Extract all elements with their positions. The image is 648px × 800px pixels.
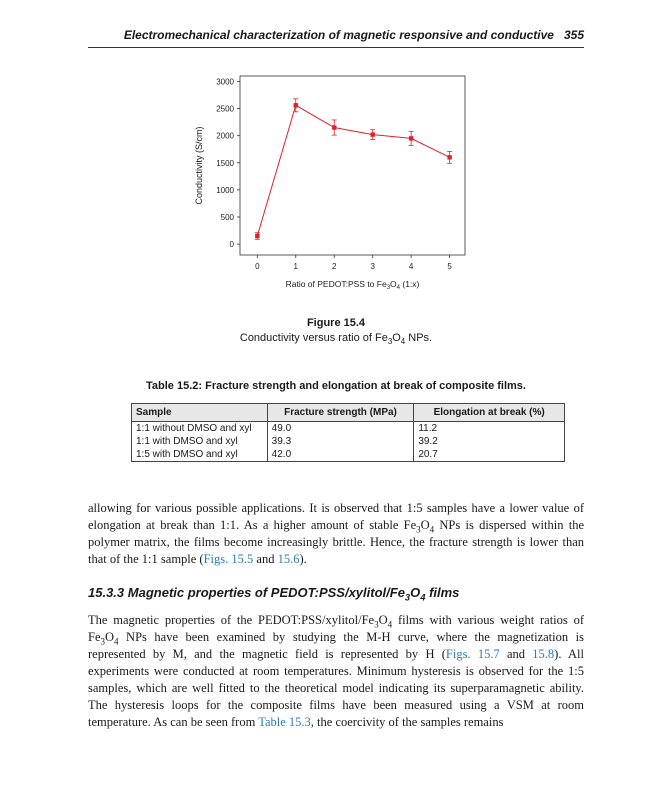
cell-elongation: 11.2: [414, 422, 565, 436]
y-tick-label: 500: [220, 213, 234, 223]
table-row: [132, 422, 565, 436]
x-axis-label: [286, 279, 420, 291]
y-tick-label: 2500: [216, 104, 234, 114]
cell-sample: 1:1 with DMSO and xyl: [132, 435, 268, 448]
figure-caption-text: Conductivity versus ratio of $Fe_3O_4$ NPs.: [239, 332, 433, 347]
link-table-15-3[interactable]: Table 15.3: [258, 715, 311, 729]
x-axis-label-mid: O: [390, 279, 397, 289]
link-fig-15-7[interactable]: Figs. 15.7: [445, 647, 500, 661]
data-point: [409, 136, 413, 140]
y-tick-label: 1000: [216, 185, 234, 195]
link-fig-15-6[interactable]: 15.6: [277, 552, 300, 566]
y-tick-label: 1500: [216, 158, 234, 168]
data-point: [370, 132, 374, 136]
figure-label: Figure 15.4: [306, 317, 366, 329]
header-fracture-strength: Fracture strength (MPa): [267, 404, 414, 422]
fracture-strength-table: [131, 403, 565, 462]
header-rule: [88, 47, 584, 48]
data-point: [294, 103, 298, 107]
x-axis-label-suffix: (1:x): [400, 279, 420, 289]
y-tick-label: 2000: [216, 131, 234, 141]
data-point: [447, 155, 451, 159]
table-caption: Table 15.2: Fracture strength and elongation at break of composite films.: [146, 380, 526, 392]
x-tick-label: 5: [447, 262, 452, 271]
x-tick-label: 1: [293, 262, 298, 271]
x-tick-label: 3: [370, 262, 375, 271]
conductivity-chart: [180, 70, 480, 310]
plot-frame: [240, 76, 465, 255]
data-point: [255, 234, 259, 238]
section-heading: 15.3.3 Magnetic properties of $PEDOT:PSS/xylitol/Fe_3O_4$ films: [88, 585, 460, 603]
series-line: [257, 105, 449, 236]
cell-elongation: 39.2: [414, 435, 565, 448]
header-sample: Sample: [132, 404, 268, 422]
running-title: Electromechanical characterization of magnetic responsive and conductive: [123, 28, 554, 42]
cell-elongation: 20.7: [414, 448, 565, 462]
table-row: [132, 448, 565, 462]
series-conductivity: [255, 99, 452, 239]
cell-fracture-strength: 42.0: [267, 448, 414, 462]
section-number: 15.3.3: [88, 585, 125, 600]
y-axis: [216, 77, 240, 249]
table-row: [132, 435, 565, 448]
figure-caption: [88, 316, 584, 346]
page-number: 355: [563, 28, 584, 42]
x-tick-label: 0: [255, 262, 260, 271]
y-tick-label: 0: [229, 240, 234, 250]
header-elongation: Elongation at break (%): [414, 404, 565, 422]
paragraph-elongation: allowing for various possible applications. It is observed that 1:5 samples have a lower value of elongation at break than 1:1. As a higher amount of stable $Fe_3O_4$ NPs is dispersed within the polymer matrix, the films become increasingly brittle. Hence, the fracture strength is lower than that of the 1:1 sample (Figs. 15.5 and 15.6).: [88, 501, 584, 566]
running-head: [88, 28, 584, 42]
link-fig-15-8[interactable]: 15.8: [532, 647, 555, 661]
data-point: [332, 125, 336, 129]
y-axis-label: Conductivity (S/cm): [194, 126, 204, 205]
x-axis-label-prefix: Ratio of PEDOT:PSS to Fe: [285, 279, 387, 289]
link-fig-15-5[interactable]: Figs. 15.5: [203, 552, 254, 566]
x-axis-label-sub1: 3: [386, 285, 391, 291]
x-axis: [255, 255, 452, 271]
chart-svg: [180, 70, 480, 310]
x-tick-label: 2: [332, 262, 337, 271]
cell-fracture-strength: 39.3: [267, 435, 414, 448]
y-tick-label: 3000: [216, 77, 234, 87]
cell-fracture-strength: 49.0: [267, 422, 414, 436]
cell-sample: 1:5 with DMSO and xyl: [132, 448, 268, 462]
x-axis-label-sub2: 4: [396, 285, 401, 291]
cell-sample: 1:1 without DMSO and xyl: [132, 422, 268, 436]
table-header-row: [132, 404, 565, 422]
x-tick-label: 4: [408, 262, 414, 271]
paragraph-magnetic: The magnetic properties of the $PEDOT:PSS/xylitol/Fe_3O_4$ films with various weight ratios of $Fe_3O_4$ NPs have been examined by studying the M-H curve, where the magnetization is represented by M, and the magnetic field is represented by H (Figs. 15.7 and 15.8). All experiments were conducted at room temperatures. Minimum hysteresis is observed for the 1:5 samples, which are well fitted to the theoretical model indicating its superparamagnetic ability. The hysteresis loops for the composite films have been measured using a VSM at room temperature. As can be seen from Table 15.3, the coercivity of the samples remains: [88, 613, 585, 729]
